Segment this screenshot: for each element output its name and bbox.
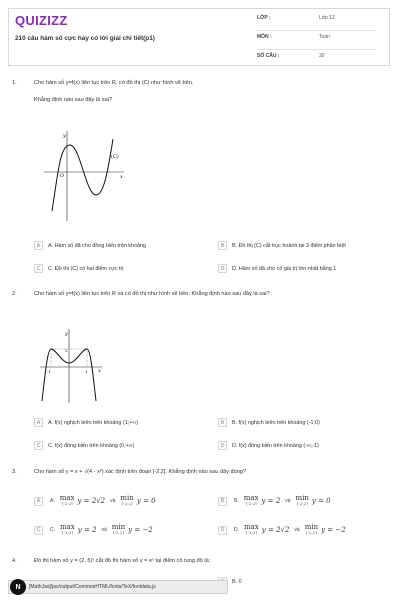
max-value: y = 2√2 xyxy=(77,497,106,505)
option-letter-badge: B xyxy=(218,241,227,250)
option-text: D. Hàm số đã cho có giá trị lớn nhất bằng 1 xyxy=(232,265,337,272)
question-2-option-d[interactable] xyxy=(218,441,319,450)
question-1-option-d[interactable] xyxy=(218,264,336,273)
question-4-text: Đồ thị hàm số y = (2, 5)ˣ cắt đồ thị hàm số y = eˣ tại điểm có tung độ là: xyxy=(34,558,211,564)
option-math xyxy=(232,495,331,507)
option-text: A. Hàm số đã cho đồng biến trên khoảng xyxy=(48,242,146,249)
graph-tick-1: 1 xyxy=(85,369,88,374)
connector: và xyxy=(101,527,107,533)
graph-curve-label: (C) xyxy=(111,154,119,160)
mathjax-status-bar: [MathJax]/jax/output/CommonHTML/fonts/TeX/fontdata.js xyxy=(8,580,228,594)
graph-tick-2: 2 xyxy=(65,348,68,353)
option-prefix: D. xyxy=(234,527,239,533)
min-value: y = −2 xyxy=(128,526,153,534)
question-3-option-d[interactable] xyxy=(218,524,346,536)
option-letter-badge: A xyxy=(34,418,43,427)
graph-y-label: y xyxy=(65,331,68,337)
max-value: y = 2√2 xyxy=(261,526,290,534)
min-value: y = 0 xyxy=(136,497,156,505)
option-text: B. f(x) nghịch biến trên khoảng (-1;0) xyxy=(232,419,320,426)
meta-key: LỚP : xyxy=(257,15,271,21)
graph-tick-neg1: -1 xyxy=(47,369,51,374)
option-letter-badge: B xyxy=(218,418,227,427)
question-2-graph xyxy=(38,325,104,405)
min-operator: min [-2;2] xyxy=(295,494,309,506)
option-letter-badge: C xyxy=(34,441,43,450)
option-text: D. f(x) đồng biến trên khoảng (-∞;-1) xyxy=(232,442,319,449)
max-operator: max [-2;2] xyxy=(60,523,75,535)
option-letter-badge: B xyxy=(218,497,227,506)
meta-value: Lớp 12 xyxy=(319,15,335,21)
max-value: y = 2 xyxy=(77,526,97,534)
option-letter-badge: D xyxy=(218,526,227,535)
option-letter-badge: D xyxy=(218,264,227,273)
max-operator: max [-2;2] xyxy=(244,523,259,535)
max-value: y = 2 xyxy=(261,497,281,505)
meta-value: Toán xyxy=(319,34,330,40)
option-letter-badge: A xyxy=(34,497,43,506)
min-operator: min [-2;2] xyxy=(304,523,319,535)
question-3-option-c[interactable] xyxy=(34,524,153,536)
option-math xyxy=(48,495,156,507)
option-letter-badge: D xyxy=(218,441,227,450)
max-operator: max [-2;2] xyxy=(59,494,75,506)
option-text: C. f(x) đồng biến trên khoảng (0;+∞) xyxy=(48,442,135,449)
graph-x-label: x xyxy=(98,368,101,374)
document-title: 210 câu hàm số cực hay có lời giải chi tiết(p1) xyxy=(15,35,155,42)
question-2-option-c[interactable] xyxy=(34,441,134,450)
option-prefix: A. xyxy=(50,498,55,504)
option-text: C. Đồ thị (C) có hai điểm cực trị xyxy=(48,265,124,272)
graph-y-label: y xyxy=(63,133,66,139)
meta-key: MÔN : xyxy=(257,34,272,40)
question-1-number: 1. xyxy=(12,80,17,86)
question-3-number: 3. xyxy=(12,469,17,475)
connector: và xyxy=(285,498,291,504)
question-1-text: Cho hàm số y=f(x) liên tục trên R, có đồ thị (C) như hình vẽ bên. xyxy=(34,80,194,86)
question-1-option-b[interactable] xyxy=(218,241,346,250)
document-header xyxy=(8,8,390,66)
graph-origin-label: O xyxy=(60,173,65,179)
meta-value: 30 xyxy=(319,53,325,59)
question-1-subtext: Khẳng định nào sau đây là sai? xyxy=(34,97,113,103)
question-2-text: Cho hàm số y=f(x) liên tục trên R và có đồ thị như hình vẽ bên. Khẳng định nào sau đây là sai? xyxy=(34,291,270,297)
connector: và xyxy=(294,527,300,533)
meta-table xyxy=(257,15,375,68)
max-operator: max [-2;2] xyxy=(243,494,259,506)
meta-row-count xyxy=(257,53,375,68)
option-prefix: C. xyxy=(50,527,55,533)
option-letter-badge: C xyxy=(34,526,43,535)
question-1-graph xyxy=(40,125,128,225)
question-1-option-c[interactable] xyxy=(34,264,124,273)
option-text: A. f(x) nghịch biến trên khoảng (1;+∞) xyxy=(48,419,138,426)
question-4-number: 4. xyxy=(12,558,17,564)
question-3-option-b[interactable] xyxy=(218,495,331,507)
min-value: y = 0 xyxy=(311,497,331,505)
option-text: B. 0 xyxy=(232,578,242,585)
n-badge-icon[interactable]: N xyxy=(10,579,26,595)
question-2-option-b[interactable] xyxy=(218,418,320,427)
option-text: B. Đồ thị (C) cắt trục hoành tại 3 điểm phân biệt xyxy=(232,242,346,249)
question-3-text: Cho hàm số y = x + √(4 - x²) xác định trên đoạn [-2;2]. Khẳng định nào sau đây đúng? xyxy=(34,469,247,475)
question-2-option-a[interactable] xyxy=(34,418,138,427)
option-letter-badge: A xyxy=(34,241,43,250)
connector: và xyxy=(110,498,116,504)
graph-x-label: x xyxy=(120,174,123,180)
option-math xyxy=(232,524,346,536)
min-operator: min [-2;2] xyxy=(111,523,126,535)
option-math xyxy=(48,524,153,536)
min-value: y = −2 xyxy=(321,526,346,534)
min-operator: min [-2;2] xyxy=(120,494,134,506)
question-3-option-a[interactable] xyxy=(34,495,156,507)
meta-row-class xyxy=(257,15,375,31)
meta-key: SỐ CÂU : xyxy=(257,53,280,59)
quizizz-logo: QUIZIZZ xyxy=(15,13,68,28)
option-prefix: B. xyxy=(234,498,239,504)
question-1-option-a[interactable] xyxy=(34,241,146,250)
option-letter-badge: C xyxy=(34,264,43,273)
question-2-number: 2. xyxy=(12,291,17,297)
meta-row-subject xyxy=(257,34,375,50)
